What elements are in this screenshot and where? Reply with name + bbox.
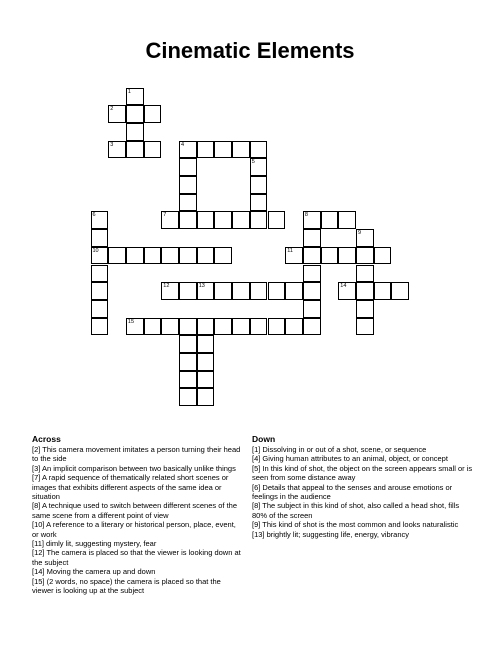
grid-cell[interactable] [126,88,144,106]
across-clue: [15] (2 words, no space) the camera is placed so that the viewer is looking up at the subject [32,576,221,596]
grid-cell[interactable] [356,229,374,247]
down-clue: [1] Dissolving in or out of a shot, scene, or sequence [252,445,427,454]
clue-number: 5 [251,159,255,166]
grid-cell[interactable] [91,265,109,283]
grid-cell[interactable] [126,318,144,336]
across-heading: Across [32,434,61,444]
down-clue: [8] The subject in this kind of shot, also called a head shot, fills 80% of the screen [252,501,460,520]
down-clue: [4] Giving human attributes to an animal, object, or concept [252,454,448,464]
puzzle-title: Cinematic Elements [145,38,355,63]
grid-cell[interactable] [161,247,179,265]
across-clues [32,434,242,596]
grid-cell[interactable] [91,318,109,336]
grid-cell[interactable] [179,335,197,353]
clue-number: 1 [127,88,131,95]
grid-cell[interactable] [197,141,215,159]
grid-cell[interactable] [108,141,126,159]
down-clue: [6] Details that appeal to the senses and arouse emotions or feelings in the audience [252,482,453,502]
grid-cell[interactable] [179,194,197,212]
clue-number: 3 [110,141,114,148]
grid-cell[interactable] [303,265,321,283]
grid-cell[interactable] [303,247,321,265]
grid-cell[interactable] [374,247,392,265]
grid-cell[interactable] [391,282,409,300]
grid-cell[interactable] [232,141,250,159]
grid-cell[interactable] [303,229,321,247]
clue-number: 12 [163,283,170,290]
across-clue: [8] A technique used to switch between different scenes of the same scene from a different point of view [32,501,237,520]
down-clue: [5] In this kind of shot, the object on the screen appears small or is seen from some distance away [252,463,473,483]
down-clues [252,434,474,539]
grid-cell[interactable] [268,282,286,300]
grid-cell[interactable] [250,158,268,176]
clue-number: 15 [127,318,135,325]
grid-cell[interactable] [197,335,215,353]
grid-cell[interactable] [285,318,303,336]
grid-cell[interactable] [338,247,356,265]
grid-cell[interactable] [374,282,392,300]
grid-cell[interactable] [356,300,374,318]
grid-cell[interactable] [197,247,215,265]
clue-number: 9 [358,230,362,237]
clue-number: 8 [304,212,308,219]
grid-cell[interactable] [179,247,197,265]
grid-cell[interactable] [197,371,215,389]
grid-cell[interactable] [303,300,321,318]
grid-cell[interactable] [144,141,162,159]
grid-cell[interactable] [126,247,144,265]
grid-cell[interactable] [303,282,321,300]
grid-cell[interactable] [179,141,197,159]
grid-cell[interactable] [250,194,268,212]
grid-cell[interactable] [303,211,321,229]
grid-cell[interactable] [232,318,250,336]
grid-cell[interactable] [250,282,268,300]
grid-cell[interactable] [197,282,215,300]
down-clue: [13] brightly lit; suggesting life, energy, vibrancy [252,529,410,539]
grid-cell[interactable] [91,229,109,247]
grid-cell[interactable] [232,282,250,300]
clue-number: 4 [181,141,185,148]
grid-cell[interactable] [91,211,109,229]
grid-cell[interactable] [214,211,232,229]
across-clue: [11] dimly lit, suggesting mystery, fear [32,539,157,549]
grid-cell[interactable] [179,371,197,389]
grid-cell[interactable] [250,211,268,229]
grid-cell[interactable] [321,211,339,229]
down-clue: [9] This kind of shot is the most common and looks naturalistic [252,520,459,530]
grid-cell[interactable] [197,318,215,336]
grid-cell[interactable] [214,141,232,159]
grid-cell[interactable] [91,282,109,300]
across-clue: [10] A reference to a literary or historical person, place, event, or work [32,520,236,539]
grid-cell[interactable] [214,282,232,300]
grid-cell[interactable] [91,300,109,318]
grid-cell[interactable] [161,318,179,336]
grid-cell[interactable] [126,141,144,159]
clue-number: 7 [163,212,167,219]
grid-cell[interactable] [250,318,268,336]
grid-cell[interactable] [285,247,303,265]
grid-cell[interactable] [303,318,321,336]
grid-cell[interactable] [250,141,268,159]
across-clue: [2] This camera movement imitates a person turning their head to the side [32,445,241,464]
grid-cell[interactable] [144,105,162,123]
grid-cell[interactable] [197,211,215,229]
clue-number: 2 [110,106,114,113]
grid-cell[interactable] [179,158,197,176]
grid-cell[interactable] [126,123,144,141]
grid-cell[interactable] [214,247,232,265]
grid-cell[interactable] [356,318,374,336]
grid-cell[interactable] [91,247,109,265]
grid-cell[interactable] [321,247,339,265]
grid-cell[interactable] [161,211,179,229]
grid-cell[interactable] [179,353,197,371]
grid-cell[interactable] [179,282,197,300]
grid-cell[interactable] [144,247,162,265]
grid-cell[interactable] [268,211,286,229]
down-clue-list [252,445,474,539]
grid-cell[interactable] [285,282,303,300]
across-clue: [12] The camera is placed so that the viewer is looking down at the subject [32,548,241,567]
grid-cell[interactable] [197,388,215,406]
grid-cell[interactable] [338,211,356,229]
grid-cell[interactable] [108,247,126,265]
grid-cell[interactable] [179,176,197,194]
grid-cell[interactable] [108,105,126,123]
grid-cell[interactable] [214,318,232,336]
grid-cell[interactable] [356,247,374,265]
clue-number: 11 [287,247,293,254]
clue-number: 6 [92,212,96,219]
grid-cell[interactable] [144,318,162,336]
grid-cell[interactable] [250,176,268,194]
grid-cell[interactable] [161,282,179,300]
grid-cell[interactable] [338,282,356,300]
clue-number: 14 [340,283,347,290]
grid-cell[interactable] [232,211,250,229]
across-clue: [7] A rapid sequence of thematically related short scenes or images that exhibits different aspects of the same idea or situation [32,473,229,502]
grid-cell[interactable] [356,265,374,283]
across-clue: [3] An implicit comparison between two basically unlike things [32,463,236,473]
clue-number: 10 [92,247,99,254]
grid-cell[interactable] [356,282,374,300]
down-heading: Down [252,434,276,444]
grid-cell[interactable] [179,211,197,229]
grid-cell[interactable] [268,318,286,336]
across-clue-list [32,445,242,596]
grid-cell[interactable] [197,353,215,371]
clue-number: 13 [198,283,205,290]
grid-cell[interactable] [179,318,197,336]
grid-cell[interactable] [126,105,144,123]
across-clue: [14] Moving the camera up and down [32,567,156,577]
grid-cell[interactable] [179,388,197,406]
